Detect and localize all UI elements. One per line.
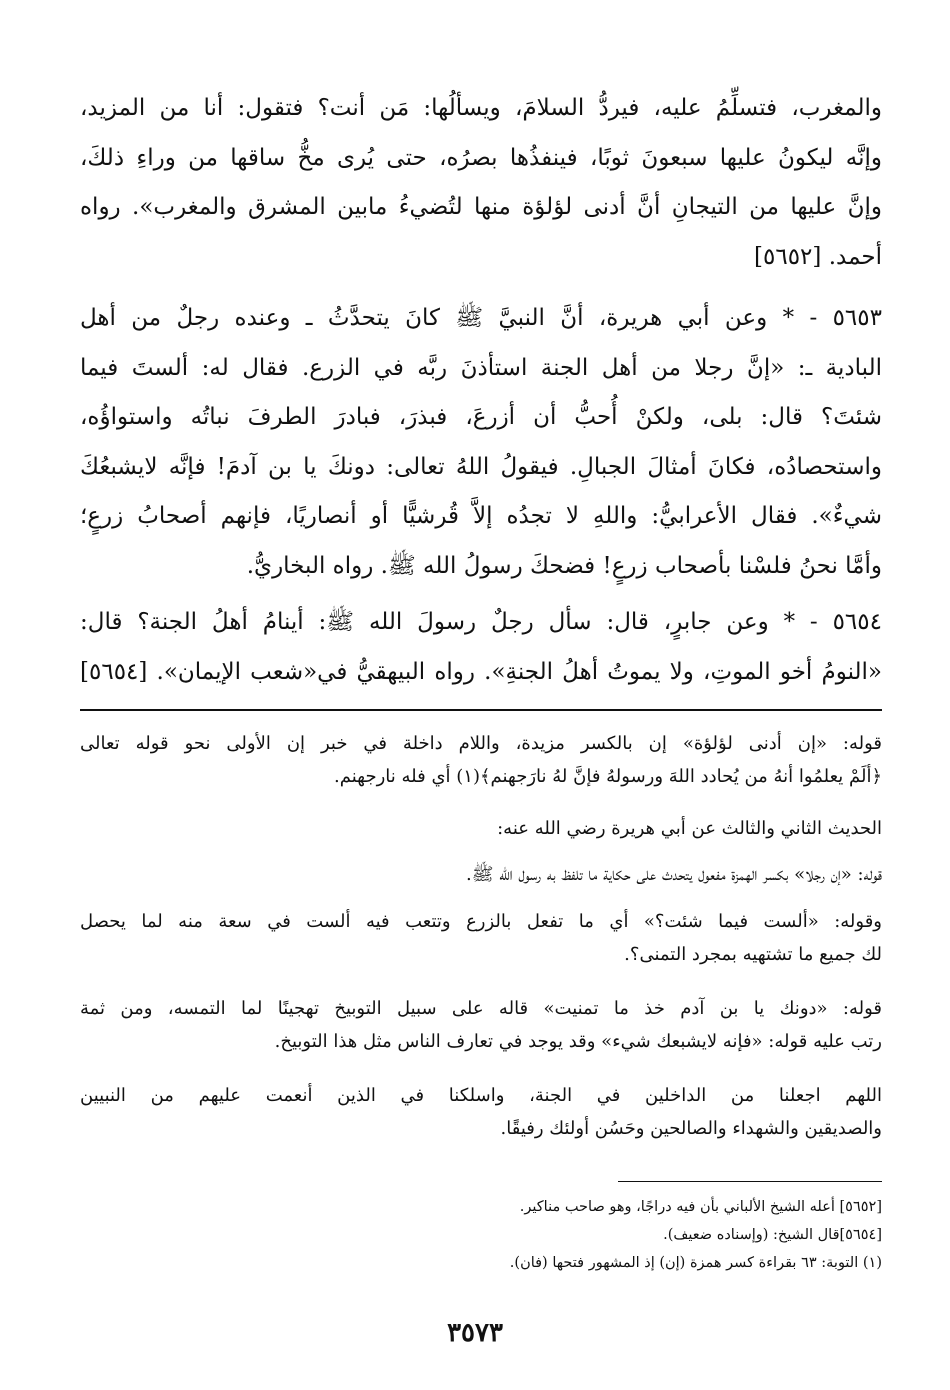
commentary-paragraph-1 <box>80 727 882 793</box>
section-divider <box>80 709 882 711</box>
text-line: الحديث الثاني والثالث عن أبي هريرة رضي الله عنه: <box>497 818 882 839</box>
text-line: قوله: «إن رجلا» بكسر الهمزة مفعول يتحدث على حكاية ما تلفظ به رسول الله ﷺ. <box>466 864 882 885</box>
footnote: [٥٦٥٤]قال الشيخ: (وإسناده ضعيف). <box>663 1227 882 1243</box>
footnote: [٥٦٥٢] أعله الشيخ الألباني بأن فيه دراجًا، وهو صاحب مناكير. <box>519 1199 882 1215</box>
text-line: اللهم اجعلنا من الداخلين في الجنة، واسلكنا في الذين أنعمت عليهم من النبيين <box>80 1085 882 1106</box>
commentary-paragraph-4 <box>80 905 882 971</box>
text-line: ٥٦٥٤ - * وعن جابرٍ، قال: سأل رجلٌ رسولَ الله ﷺ: أينامُ أهلُ الجنة؟ قال: <box>80 609 882 635</box>
text-line: شئتَ؟ قال: بلى، ولكنْ أُحبُّ أن أزرعَ، فبذرَ، فبادرَ الطرفَ نباتُه واستواؤُه، <box>80 404 882 430</box>
text-line: وقوله: «ألست فيما شئت؟» أي ما تفعل بالزرع وتتعب فيه ألست في سعة منه لما يحصل <box>80 911 882 932</box>
commentary-paragraph-3 <box>80 858 882 891</box>
hadith-5653 <box>80 294 882 591</box>
text-line: واستحصادُه، فكانَ أمثالَ الجبالِ. فيقولُ اللهُ تعالى: دونكَ يا بن آدمَ! فإنَّه لايشبعُكَ <box>80 453 882 480</box>
text-line: وإنَّ عليها من التيجانِ أنَّ أدنى لؤلؤة منها لتُضيءُ مابين المشرق والمغرب». رواه <box>80 194 882 220</box>
text-line: «النومُ أخو الموتِ، ولا يموتُ أهلُ الجنةِ». رواه البيهقيُّ في«شعب الإيمان». [٥٦٥٤] <box>80 658 882 685</box>
text-line: أحمد. [٥٦٥٢] <box>754 243 882 270</box>
text-line: والصديقين والشهداء والصالحين وحَسُن أولئك رفيقًا. <box>500 1118 882 1139</box>
commentary-paragraph-2 <box>80 812 882 845</box>
text-line: قوله: «دونك يا بن آدم خذ ما تمنيت» قاله على سبيل التوبيخ تهجينًا لما التمسه، ومن ثمة <box>80 998 882 1019</box>
commentary-paragraph-5 <box>80 992 882 1058</box>
hadith-paragraph-1 <box>80 84 882 282</box>
text-line: شيءٌ». فقال الأعرابيُّ: واللهِ لا تجدُه إلاَّ قُرشيًّا أو أنصاريًا، فإنهم أصحابُ زرعٍ؛ <box>80 503 882 529</box>
commentary-paragraph-6 <box>80 1079 882 1145</box>
text-line: ﴿ألَمْ يعلمُوا أنهُ من يُحادد اللهَ ورسولهُ فإنَّ لهُ نارَجهنم﴾(١) أي فله نارجهنم. <box>334 766 882 787</box>
text-line: ٥٦٥٣ - * وعن أبي هريرة، أنَّ النبيَّ ﷺ كانَ يتحدَّثُ ـ وعنده رجلٌ من أهل <box>80 305 882 331</box>
text-line: قوله: «إن أدنى لؤلؤة» إن بالكسر مزيدة، واللام داخلة في خبر إن الأولى نحو قوله تعالى <box>80 733 882 754</box>
footnote-divider <box>618 1181 882 1182</box>
page-number: ٣٥٧٣ <box>447 1318 503 1348</box>
text-line: والمغرب، فتسلِّمُ عليه، فيردُّ السلامَ، ويسألُها: مَن أنت؟ فتقول: أنا من المزيد، <box>80 95 882 121</box>
text-line: رتب عليه قوله: «فإنه لايشبعك شيء» وقد يوجد في تعارف الناس مثل هذا التوبيخ. <box>274 1031 882 1052</box>
footnotes <box>80 1193 882 1277</box>
footnote: (١) التوبة: ٦٣ بقراءة كسر همزة (إن) إذ المشهور فتحها (فان). <box>509 1255 882 1271</box>
text-line: وإنَّه ليكونُ عليها سبعونَ ثوبًا، فينفذُها بصرُه، حتى يُرى مخُّ ساقها من وراءِ ذلكَ، <box>80 144 882 171</box>
text-line: وأمَّا نحنُ فلسْنا بأصحاب زرعٍ! فضحكَ رسولُ الله ﷺ. رواه البخاريُّ. <box>246 552 882 579</box>
hadith-5654 <box>80 598 882 697</box>
text-line: البادية ـ: «إنَّ رجلا من أهل الجنة استأذنَ ربَّه في الزرع. فقال له: ألستَ فيما <box>80 354 882 381</box>
text-line: لك جميع ما تشتهيه بمجرد التمنى؟. <box>624 944 882 965</box>
